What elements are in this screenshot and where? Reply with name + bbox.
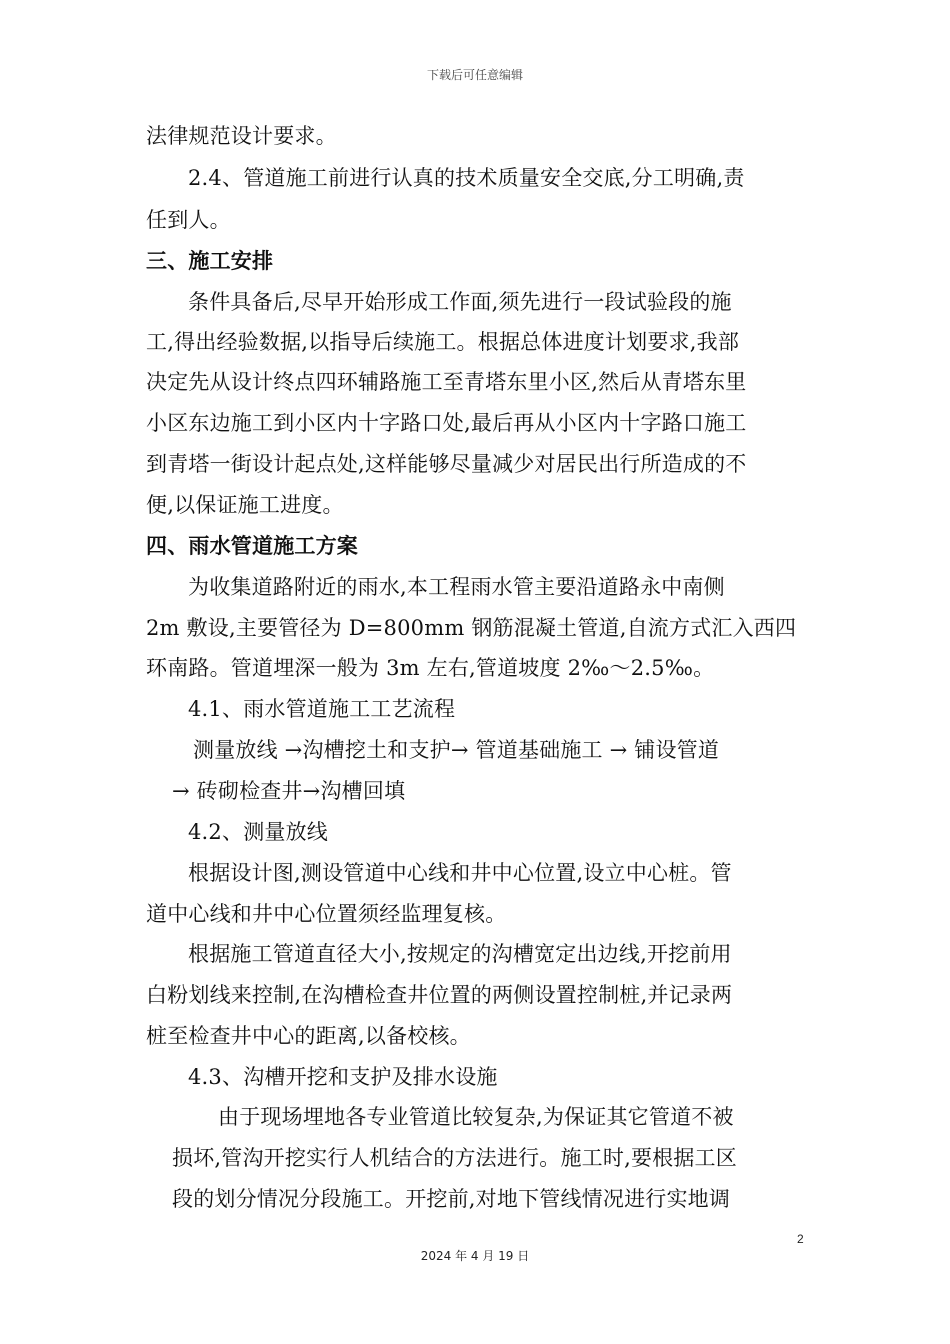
paragraph-line: 2m 敷设,主要管径为 D=800mm 钢筋混凝土管道,自流方式汇入西四 <box>146 616 797 640</box>
section-heading: 四、雨水管道施工方案 <box>146 533 358 558</box>
subsection-heading: 4.2、测量放线 <box>188 820 328 844</box>
paragraph-line: 条件具备后,尽早开始形成工作面,须先进行一段试验段的施 <box>188 290 732 314</box>
subsection-heading: 4.1、雨水管道施工工艺流程 <box>188 697 456 721</box>
paragraph-line: 道中心线和井中心位置须经监理复核。 <box>146 902 507 926</box>
paragraph-line: 桩至检查井中心的距离,以备校核。 <box>146 1024 471 1048</box>
page-header: 下载后可任意编辑 <box>426 68 523 82</box>
paragraph-line: 为收集道路附近的雨水,本工程雨水管主要沿道路永中南侧 <box>188 575 725 599</box>
paragraph-line: 2.4、管道施工前进行认真的技术质量安全交底,分工明确,责 <box>188 166 745 190</box>
paragraph-line: 白粉划线来控制,在沟槽检查井位置的两侧设置控制桩,并记录两 <box>146 983 733 1007</box>
subsection-heading: 4.3、沟槽开挖和支护及排水设施 <box>188 1065 498 1089</box>
paragraph-line: 决定先从设计终点四环辅路施工至青塔东里小区,然后从青塔东里 <box>146 370 747 394</box>
page-number: 2 <box>797 1232 804 1246</box>
footer-date: 2024 年 4 月 19 日 <box>420 1249 530 1263</box>
paragraph-line: 小区东边施工到小区内十字路口处,最后再从小区内十字路口施工 <box>146 411 747 435</box>
process-flow-line: → 砖砌检查井→沟槽回填 <box>172 779 406 803</box>
paragraph-line: 由于现场埋地各专业管道比较复杂,为保证其它管道不被 <box>218 1105 734 1129</box>
paragraph-line: 便,以保证施工进度。 <box>146 493 344 517</box>
process-flow-line: 测量放线 →沟槽挖土和支护→ 管道基础施工 → 铺设管道 <box>193 738 720 762</box>
paragraph-line: 任到人。 <box>146 208 231 232</box>
paragraph-line: 段的划分情况分段施工。开挖前,对地下管线情况进行实地调 <box>172 1187 731 1211</box>
paragraph-line: 法律规范设计要求。 <box>146 124 337 148</box>
paragraph-line: 损坏,管沟开挖实行人机结合的方法进行。施工时,要根据工区 <box>172 1146 737 1170</box>
paragraph-line: 工,得出经验数据,以指导后续施工。根据总体进度计划要求,我部 <box>146 330 740 354</box>
paragraph-line: 根据施工管道直径大小,按规定的沟槽宽定出边线,开挖前用 <box>188 942 732 966</box>
paragraph-line: 到青塔一街设计起点处,这样能够尽量减少对居民出行所造成的不 <box>146 452 747 476</box>
section-heading: 三、施工安排 <box>146 248 274 273</box>
paragraph-line: 根据设计图,测设管道中心线和井中心位置,设立中心桩。管 <box>188 861 732 885</box>
paragraph-line: 环南路。管道埋深一般为 3m 左右,管道坡度 2‰～2.5‰。 <box>146 656 715 680</box>
